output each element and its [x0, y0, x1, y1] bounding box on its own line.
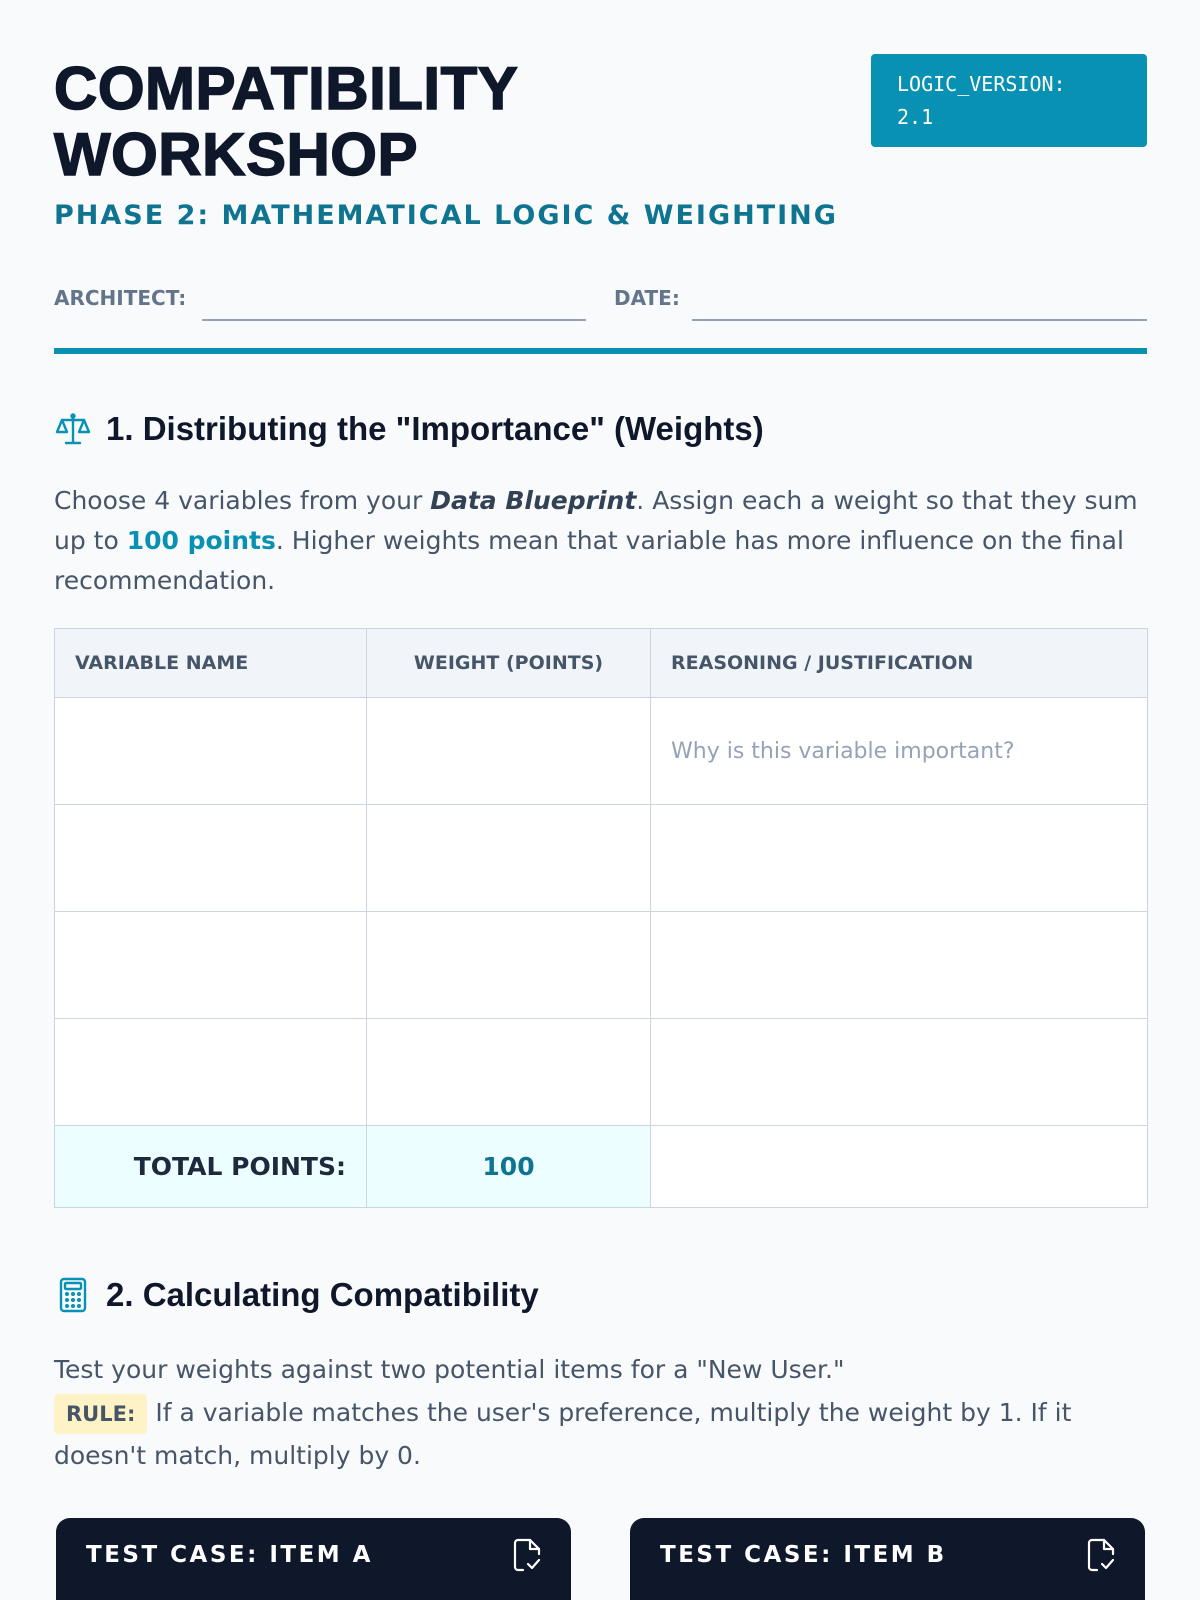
reasoning-cell[interactable]: [651, 805, 1148, 912]
version-value: 2.1: [897, 105, 934, 129]
section-1-intro: [54, 481, 1147, 601]
intro-text-2: . Assign each a weight so that they sum up to: [54, 486, 1138, 555]
total-points-value: 100: [367, 1126, 651, 1208]
meta-row: [54, 286, 1147, 322]
reasoning-cell[interactable]: [651, 912, 1148, 1019]
test-case-card-a[interactable]: [56, 1518, 571, 1600]
architect-label: ARCHITECT:: [54, 286, 187, 310]
data-blueprint-emphasis: Data Blueprint: [430, 486, 637, 515]
table-row: [55, 1019, 1148, 1126]
reasoning-cell[interactable]: Why is this variable important?: [651, 698, 1148, 805]
logic-version-badge: [871, 54, 1147, 147]
intro-text-1: Choose 4 variables from your: [54, 486, 431, 515]
file-check-icon: [511, 1538, 543, 1572]
weight-cell[interactable]: [367, 805, 651, 912]
calculator-icon: [54, 1276, 92, 1314]
test-case-a-title: TEST CASE: ITEM A: [86, 1542, 373, 1568]
section-2-heading: [54, 1276, 539, 1314]
variable-cell[interactable]: [55, 1019, 367, 1126]
total-row: [55, 1126, 1148, 1208]
version-label: LOGIC_VERSION:: [897, 72, 1066, 96]
date-field[interactable]: [692, 319, 1147, 321]
variable-cell[interactable]: [55, 698, 367, 805]
title-line-1: COMPATIBILITY: [54, 55, 519, 122]
total-empty-cell: [651, 1126, 1148, 1208]
page-title: [54, 56, 518, 188]
table-row: [55, 698, 1148, 805]
test-case-b-title: TEST CASE: ITEM B: [660, 1542, 947, 1568]
test-case-card-b[interactable]: [630, 1518, 1145, 1600]
table-header-row: [55, 629, 1148, 698]
table-row: [55, 805, 1148, 912]
weight-cell[interactable]: [367, 1019, 651, 1126]
points-emphasis: 100 points: [126, 526, 276, 555]
weights-table: [54, 628, 1148, 1208]
rule-badge: RULE:: [54, 1394, 147, 1434]
date-label: DATE:: [614, 286, 680, 310]
intro-text-3: . Higher weights mean that variable has more influence on the final recommendation.: [54, 526, 1124, 595]
table-row: [55, 912, 1148, 1019]
page-subtitle: PHASE 2: MATHEMATICAL LOGIC & WEIGHTING: [54, 200, 838, 231]
weight-cell[interactable]: [367, 912, 651, 1019]
section-1-heading: [54, 410, 764, 448]
scale-icon: [54, 410, 92, 448]
variable-cell[interactable]: [55, 912, 367, 1019]
architect-field[interactable]: [202, 319, 586, 321]
col-variable-name: VARIABLE NAME: [55, 629, 367, 698]
col-reasoning: REASONING / JUSTIFICATION: [651, 629, 1148, 698]
section-2-intro: [54, 1348, 1147, 1477]
section-2-title: 2. Calculating Compatibility: [106, 1276, 539, 1313]
variable-cell[interactable]: [55, 805, 367, 912]
file-check-icon: [1085, 1538, 1117, 1572]
total-points-label: TOTAL POINTS:: [55, 1126, 367, 1208]
section-2-intro-text: Test your weights against two potential items for a "New User.": [54, 1355, 845, 1384]
reasoning-cell[interactable]: [651, 1019, 1148, 1126]
rule-text: If a variable matches the user's preference, multiply the weight by 1. If it doesn't match, multiply by 0.: [54, 1398, 1072, 1470]
col-weight: WEIGHT (POINTS): [367, 629, 651, 698]
header-divider: [54, 348, 1147, 354]
title-line-2: WORKSHOP: [54, 121, 418, 188]
weight-cell[interactable]: [367, 698, 651, 805]
section-1-title: 1. Distributing the "Importance" (Weights): [106, 410, 764, 447]
